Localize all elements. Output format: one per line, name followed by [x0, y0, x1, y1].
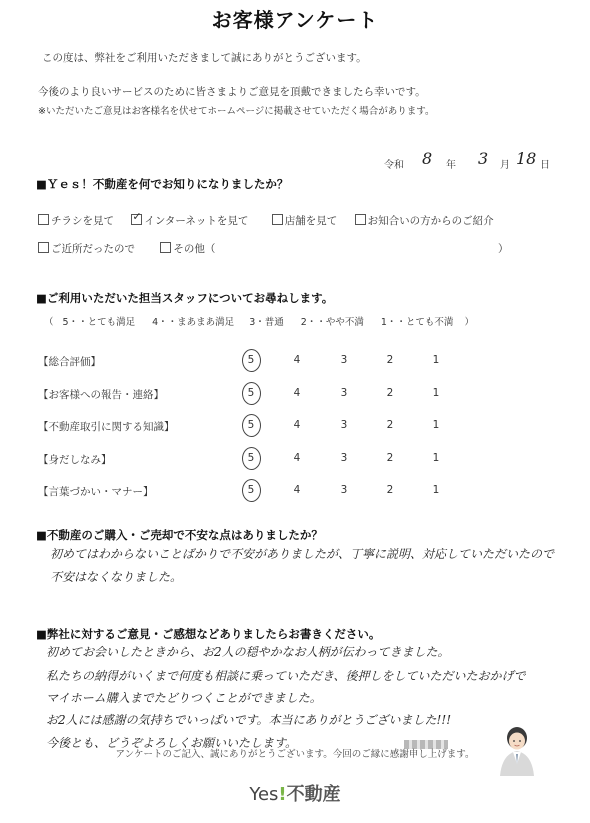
page-title: お客様アンケート: [211, 8, 379, 32]
q3-answer-line-1: 初めてはわからないことばかりで不安がありましたが、丁寧に説明、対応していただいたので: [50, 547, 555, 561]
rating-score-3[interactable]: 3: [340, 387, 348, 399]
q1-option-store[interactable]: 店舗を見て: [272, 213, 338, 228]
selected-circle-mark: [242, 349, 261, 372]
date-month: 3: [478, 149, 489, 168]
rating-score-1[interactable]: 1: [432, 419, 440, 431]
date-month-label: 月: [500, 160, 510, 171]
q4-answer-line-5: 今後とも、どうぞよろしくお願いいたします。: [46, 736, 298, 750]
rating-score-5[interactable]: 5: [244, 484, 258, 496]
date-year-label: 年: [446, 160, 456, 171]
rating-row-label: 【身だしなみ】: [38, 454, 112, 466]
q1-heading: ■Ｙｅｓ！不動産を何でお知りになりましたか？: [36, 177, 289, 191]
q1-other-close: ）: [498, 243, 509, 255]
rating-score-3[interactable]: 3: [340, 354, 348, 366]
rating-row-label: 【不動産取引に関する知識】: [38, 421, 175, 433]
q1-option-referral[interactable]: お知合いの方からのご紹介: [355, 213, 494, 228]
date-day: 18: [516, 149, 537, 168]
q4-heading: ■弊社に対するご意見・ご感想などありましたらお書きください。: [36, 627, 381, 641]
q1-option-row-2: [38, 241, 229, 256]
rating-row-label: 【お客様への報告・連絡】: [38, 389, 164, 401]
checkbox[interactable]: [38, 242, 49, 253]
checkbox[interactable]: [355, 214, 366, 225]
rating-score-1[interactable]: 1: [432, 387, 440, 399]
date-era: 令和: [384, 160, 404, 171]
company-logo: Yes!不動産: [249, 784, 341, 805]
q3-heading: ■不動産のご購入・ご売却で不安な点はありましたか？: [36, 528, 323, 542]
q4-answer-line-3: マイホーム購入までたどりつくことができました。: [46, 691, 322, 705]
rating-row-label: 【総合評価】: [38, 356, 101, 368]
q2-heading: ■ご利用いただいた担当スタッフについてお尋ねします。: [36, 291, 334, 305]
rating-score-1[interactable]: 1: [432, 484, 440, 496]
rating-score-1[interactable]: 1: [432, 354, 440, 366]
rating-score-3[interactable]: 3: [340, 484, 348, 496]
q1-option-flyer[interactable]: チラシを見て: [38, 213, 114, 228]
intro-note: ※いただいたご意見はお客様名を伏せてホームページに掲載させていただく場合があります。: [38, 106, 435, 117]
date-day-label: 日: [540, 160, 550, 171]
rating-score-2[interactable]: 2: [386, 452, 394, 464]
selected-circle-mark: [242, 479, 261, 502]
q4-answer-line-1: 初めてお会いしたときから、お2人の穏やかなお人柄が伝わってきました。: [46, 645, 450, 659]
selected-circle-mark: [242, 382, 261, 405]
selected-circle-mark: [242, 447, 261, 470]
intro-line-2: 今後のより良いサービスのために皆さまよりご意見を頂戴できましたら幸いです。: [38, 86, 426, 98]
rating-score-3[interactable]: 3: [340, 419, 348, 431]
rating-score-5[interactable]: 5: [244, 452, 258, 464]
q4-answer-line-2: 私たちの納得がいくまで何度も相談に乗っていただき、後押しをしていただいたおかげで: [46, 669, 526, 683]
checkbox[interactable]: [160, 242, 171, 253]
rating-score-2[interactable]: 2: [386, 387, 394, 399]
rating-score-5[interactable]: 5: [244, 419, 258, 431]
checkbox[interactable]: [272, 214, 283, 225]
rating-score-1[interactable]: 1: [432, 452, 440, 464]
checkbox-checked[interactable]: [131, 214, 142, 225]
rating-score-5[interactable]: 5: [244, 354, 258, 366]
q1-option-other[interactable]: その他（: [160, 241, 215, 256]
rating-score-2[interactable]: 2: [386, 419, 394, 431]
date-year: 8: [422, 149, 433, 168]
rating-score-4[interactable]: 4: [293, 484, 301, 496]
rating-score-3[interactable]: 3: [340, 452, 348, 464]
selected-circle-mark: [242, 414, 261, 437]
intro-line-1: この度は、弊社をご利用いただきまして誠にありがとうございます。: [42, 52, 367, 64]
rating-score-2[interactable]: 2: [386, 484, 394, 496]
rating-score-5[interactable]: 5: [244, 387, 258, 399]
q1-option-neighborhood[interactable]: ご近所だったので: [38, 241, 135, 256]
q3-answer-line-2: 不安はなくなりました。: [50, 570, 183, 584]
rating-score-4[interactable]: 4: [293, 419, 301, 431]
q1-option-row-1: [38, 213, 508, 228]
checkbox[interactable]: [38, 214, 49, 225]
rating-row-label: 【言葉づかい・マナー】: [38, 486, 154, 498]
q4-answer-line-4: お2人には感謝の気持ちでいっぱいです。本当にありがとうございました!!!: [46, 713, 452, 727]
rating-score-4[interactable]: 4: [293, 452, 301, 464]
rating-score-4[interactable]: 4: [293, 387, 301, 399]
rating-score-2[interactable]: 2: [386, 354, 394, 366]
rating-score-4[interactable]: 4: [293, 354, 301, 366]
q1-option-internet[interactable]: ✓ インターネットを見て: [131, 213, 248, 228]
footer-thanks: アンケートのご記入、誠にありがとうございます。今回のご縁に感謝申し上げます。: [115, 749, 475, 760]
q2-scale: （ 5・・とても満足 4・・まあまあ満足 3・普通 2・・やや不満 1・・とても不満 ）: [44, 317, 474, 328]
